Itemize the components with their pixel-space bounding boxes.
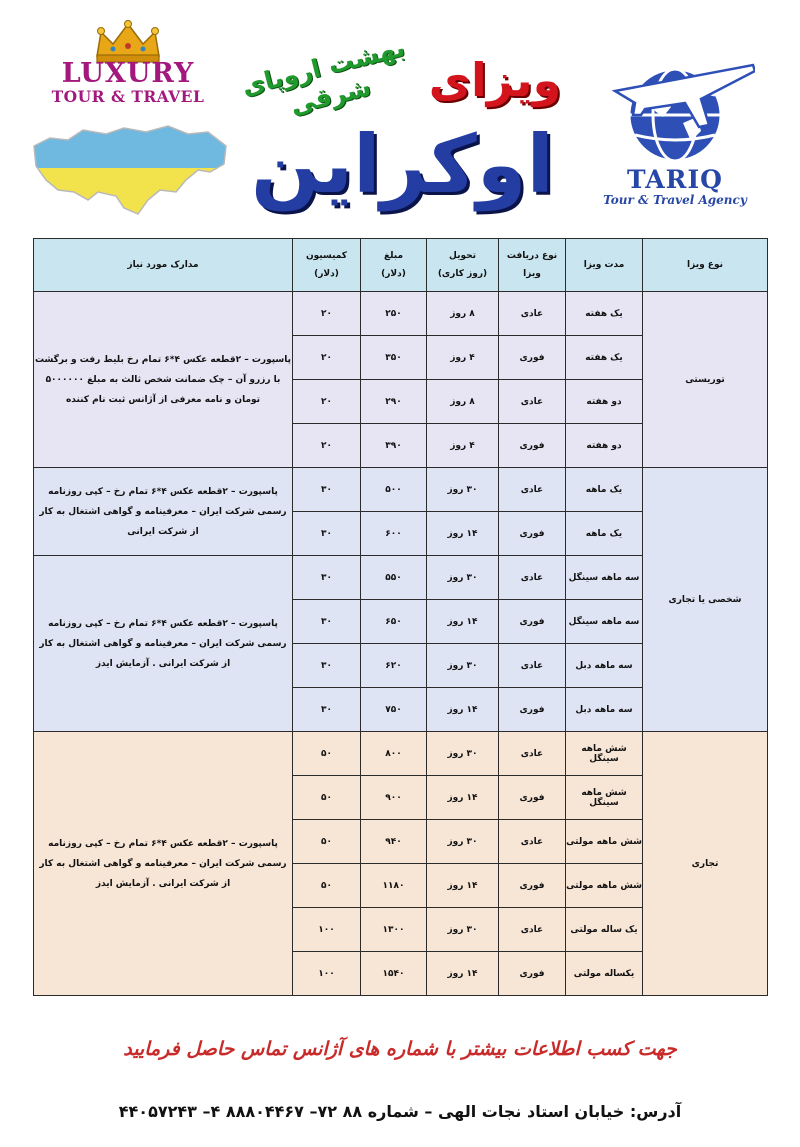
price-cell: ۶۵۰	[361, 600, 427, 644]
delivery-cell: ۸ روز	[427, 292, 499, 336]
receive-cell: فوری	[499, 336, 566, 380]
header-commission-line2: (دلار)	[314, 269, 339, 279]
receive-cell: عادی	[499, 732, 566, 776]
commission-cell: ۳۰	[293, 688, 361, 732]
price-cell: ۵۵۰	[361, 556, 427, 600]
header-documents: مدارک مورد نیاز	[34, 239, 293, 292]
duration-cell: شش ماهه مولتی	[566, 864, 643, 908]
duration-cell: شش ماهه سینگل	[566, 776, 643, 820]
title-visa: ویزای	[428, 53, 562, 107]
documents-personal-three-month: پاسپورت – ۲قطعه عکس ۴*۶ تمام رخ – کپی روزنامه رسمی شرکت ایران – معرفینامه و گواهی اشتغال به کار از شرکت ایرانی . آزمایش ایدز	[34, 556, 293, 732]
delivery-cell: ۸ روز	[427, 380, 499, 424]
price-cell: ۳۹۰	[361, 424, 427, 468]
duration-cell: یک ماهه	[566, 512, 643, 556]
luxury-logo-name: LUXURY	[61, 58, 195, 89]
header-duration: مدت ویزا	[566, 239, 643, 292]
tariq-logo-subtitle: Tour & Travel Agency	[603, 193, 747, 207]
receive-cell: فوری	[499, 952, 566, 996]
price-cell: ۳۵۰	[361, 336, 427, 380]
delivery-cell: ۱۴ روز	[427, 776, 499, 820]
price-cell: ۲۹۰	[361, 380, 427, 424]
commission-cell: ۲۰	[293, 380, 361, 424]
delivery-cell: ۳۰ روز	[427, 468, 499, 512]
header-price	[361, 239, 427, 292]
commission-cell: ۵۰	[293, 732, 361, 776]
commission-cell: ۱۰۰	[293, 952, 361, 996]
price-cell: ۱۱۸۰	[361, 864, 427, 908]
price-cell: ۱۵۴۰	[361, 952, 427, 996]
price-cell: ۸۰۰	[361, 732, 427, 776]
duration-cell: سه ماهه سینگل	[566, 600, 643, 644]
commission-cell: ۵۰	[293, 776, 361, 820]
header-delivery-line1: تحویل	[449, 251, 476, 261]
price-cell: ۲۵۰	[361, 292, 427, 336]
commission-cell: ۲۰	[293, 424, 361, 468]
receive-cell: فوری	[499, 776, 566, 820]
price-cell: ۵۰۰	[361, 468, 427, 512]
commission-cell: ۳۰	[293, 512, 361, 556]
duration-cell: سه ماهه دبل	[566, 644, 643, 688]
delivery-cell: ۴ روز	[427, 424, 499, 468]
header-commission-line1: کمیسیون	[305, 251, 348, 261]
delivery-cell: ۱۴ روز	[427, 864, 499, 908]
table-row	[34, 468, 768, 512]
delivery-cell: ۱۴ روز	[427, 952, 499, 996]
commission-cell: ۵۰	[293, 864, 361, 908]
table-row	[34, 732, 768, 776]
price-cell: ۹۰۰	[361, 776, 427, 820]
duration-cell: یکساله مولتی	[566, 952, 643, 996]
title-ukraine: اوکراین	[251, 118, 554, 211]
receive-cell: فوری	[499, 424, 566, 468]
flyer-header	[0, 0, 800, 235]
receive-cell: عادی	[499, 380, 566, 424]
commission-cell: ۲۰	[293, 336, 361, 380]
delivery-cell: ۱۴ روز	[427, 600, 499, 644]
commission-cell: ۵۰	[293, 820, 361, 864]
tariq-logo	[575, 55, 775, 205]
delivery-cell: ۳۰ روز	[427, 908, 499, 952]
delivery-cell: ۱۴ روز	[427, 688, 499, 732]
table-header-row	[34, 239, 768, 292]
receive-cell: فوری	[499, 600, 566, 644]
visa-price-table	[33, 238, 768, 996]
header-visa-type: نوع ویزا	[643, 239, 768, 292]
duration-cell: یک هفته	[566, 336, 643, 380]
receive-cell: فوری	[499, 688, 566, 732]
delivery-cell: ۳۰ روز	[427, 820, 499, 864]
receive-cell: عادی	[499, 292, 566, 336]
contact-note: جهت کسب اطلاعات بیشتر با شماره های آژانس تماس حاصل فرمایید	[123, 1038, 677, 1060]
commission-cell: ۱۰۰	[293, 908, 361, 952]
commission-cell: ۲۰	[293, 292, 361, 336]
price-cell: ۶۲۰	[361, 644, 427, 688]
receive-cell: فوری	[499, 512, 566, 556]
delivery-cell: ۳۰ روز	[427, 644, 499, 688]
price-cell: ۹۴۰	[361, 820, 427, 864]
receive-cell: عادی	[499, 820, 566, 864]
commission-cell: ۳۰	[293, 468, 361, 512]
delivery-cell: ۳۰ روز	[427, 732, 499, 776]
delivery-cell: ۱۴ روز	[427, 512, 499, 556]
delivery-cell: ۳۰ روز	[427, 556, 499, 600]
commission-cell: ۳۰	[293, 644, 361, 688]
duration-cell: سه ماهه دبل	[566, 688, 643, 732]
header-delivery	[427, 239, 499, 292]
duration-cell: سه ماهه سینگل	[566, 556, 643, 600]
visa-type-business: تجاری	[643, 732, 768, 996]
agency-address: آدرس: خیابان استاد نجات الهی – شماره ۸۸ ۷۲– ۸۸۸۰۴۴۶۷ ۴– ۴۴۰۵۷۲۴۳	[118, 1102, 682, 1121]
header-receive-type: نوع دریافت ویزا	[499, 239, 566, 292]
header-delivery-line2: (روز کاری)	[437, 269, 488, 279]
receive-cell: عادی	[499, 468, 566, 512]
duration-cell: دو هفته	[566, 424, 643, 468]
header-price-line1: مبلغ	[383, 251, 404, 261]
globe-plane-icon	[605, 55, 755, 167]
price-cell: ۷۵۰	[361, 688, 427, 732]
luxury-logo-subtitle: TOUR & TRAVEL	[51, 87, 205, 106]
luxury-logo	[28, 20, 228, 106]
table-row	[34, 292, 768, 336]
visa-type-personal-business: شخصی یا تجاری	[643, 468, 768, 732]
price-cell: ۱۳۰۰	[361, 908, 427, 952]
duration-cell: یک ساله مولتی	[566, 908, 643, 952]
documents-business: پاسپورت – ۲قطعه عکس ۴*۶ تمام رخ – کپی روزنامه رسمی شرکت ایران – معرفینامه و گواهی اشتغال به کار از شرکت ایرانی . آزمایش ایدز	[34, 732, 293, 996]
commission-cell: ۳۰	[293, 600, 361, 644]
receive-cell: فوری	[499, 864, 566, 908]
duration-cell: دو هفته	[566, 380, 643, 424]
price-cell: ۶۰۰	[361, 512, 427, 556]
receive-cell: عادی	[499, 556, 566, 600]
documents-tourist: پاسپورت – ۲قطعه عکس ۴*۶ تمام رخ بلیط رفت و برگشت با رزرو آن – چک ضمانت شخص ثالث به مبلغ ۵۰۰۰۰۰۰ تومان و نامه معرفی از آژانس ثبت نام کننده	[34, 292, 293, 468]
tariq-logo-name: TARIQ	[627, 165, 723, 194]
receive-cell: عادی	[499, 908, 566, 952]
commission-cell: ۳۰	[293, 556, 361, 600]
visa-type-tourist: توریستی	[643, 292, 768, 468]
header-price-line2: (دلار)	[381, 269, 406, 279]
header-commission	[293, 239, 361, 292]
delivery-cell: ۴ روز	[427, 336, 499, 380]
duration-cell: شش ماهه سینگل	[566, 732, 643, 776]
duration-cell: شش ماهه مولتی	[566, 820, 643, 864]
title-paradise: بهشت اروپای شرقی	[238, 32, 408, 121]
duration-cell: یک ماهه	[566, 468, 643, 512]
ukraine-map-flag-icon	[28, 120, 233, 220]
duration-cell: یک هفته	[566, 292, 643, 336]
receive-cell: عادی	[499, 644, 566, 688]
documents-personal-one-month: پاسپورت – ۲قطعه عکس ۴*۶ تمام رخ – کپی روزنامه رسمی شرکت ایران – معرفینامه و گواهی اشتغال به کار از شرکت ایرانی	[34, 468, 293, 556]
